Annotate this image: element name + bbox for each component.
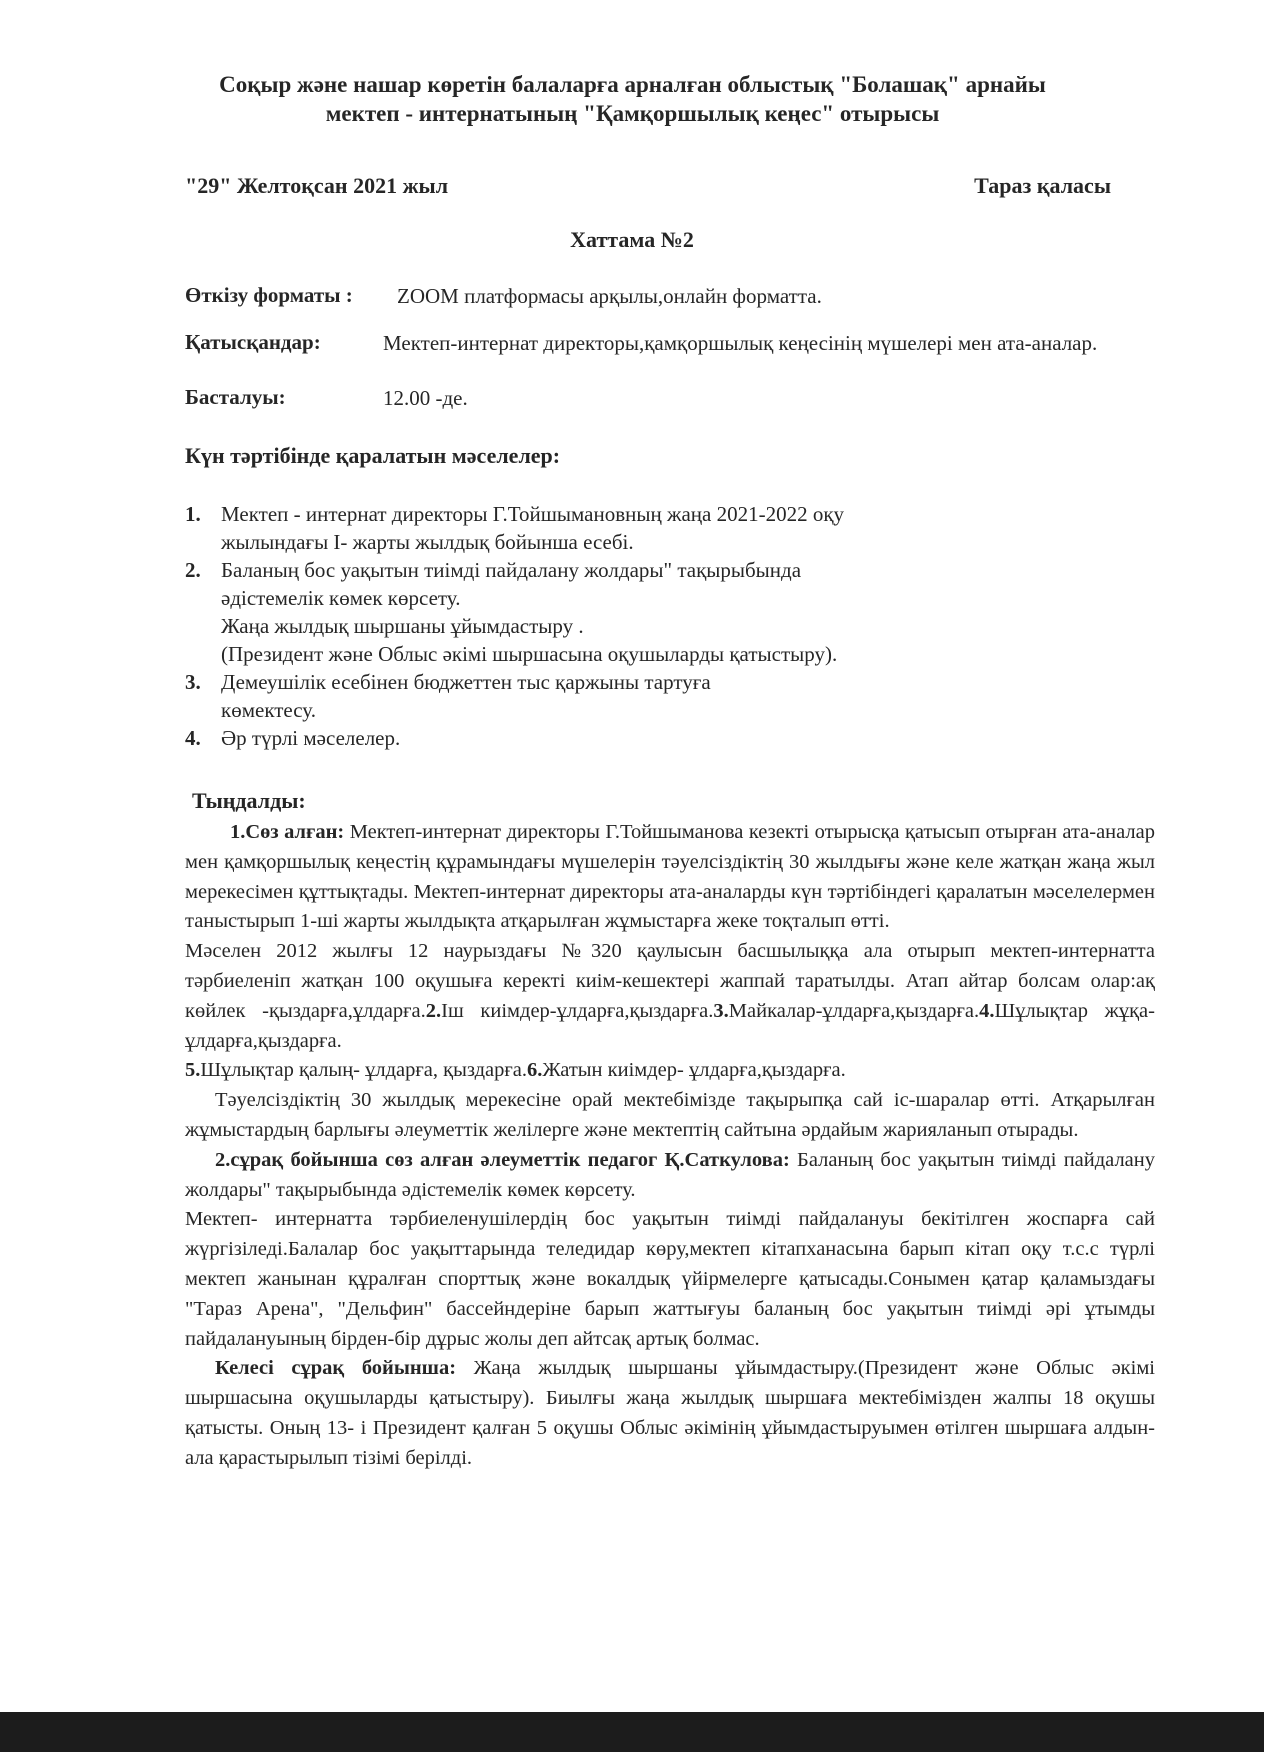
agenda-item-line: Мектеп - интернат директоры Г.Тойшымановның жаңа 2021-2022 оқу: [221, 502, 845, 526]
agenda-list: [185, 500, 1085, 752]
agenda-item-line: көмектесу.: [221, 698, 316, 722]
agenda-title: Күн тәртібінде қаралатын мәселелер:: [185, 443, 561, 468]
participants-label: Қатысқандар:: [185, 330, 321, 354]
agenda-item-line: Баланың бос уақытын тиімді пайдалану жолдары" тақырыбында: [221, 558, 802, 582]
paragraph-text: Баланың бос уақытын тиімді пайдалану жолдары" тақырыбында әдістемелік көмек көрсету.: [185, 1148, 1156, 1201]
paragraph-text: Жатын киімдер- ұлдарға,қыздарға.: [542, 1059, 846, 1082]
agenda-item-number: 3.: [185, 670, 201, 694]
paragraph-text: Мәселен 2012 жылғы 12 наурыздағы №320 қаулысын басшылыққа ала отырып мектеп-интернатта тәрбиеленіп жатқан 100 оқушыға керекті киім-кешектері жаппай таратылды. Атап айтар болсам олар:ақ көйлек -қыздарға,ұлдарға.: [185, 940, 1155, 1022]
minutes-paragraph: Тәуелсіздіктің 30 жылдық мерекесіне орай мектебімізде тақырыпқа сай іс-шаралар өтті. Атқарылған жұмыстардың барлығы әлеуметтік желілерге және мектептің сайтына әрдайым жарияланып отырады.: [185, 1089, 1155, 1141]
document-title: [150, 70, 1115, 128]
agenda-item: [185, 556, 1085, 668]
format-label: Өткізу форматы :: [185, 283, 353, 307]
list-number: 5.: [185, 1059, 201, 1082]
agenda-item-line: Әр түрлі мәселелер.: [221, 726, 401, 750]
agenda-item: [185, 500, 1085, 556]
start-label: Басталуы:: [185, 385, 286, 409]
list-number: 6.: [527, 1059, 543, 1082]
minutes-paragraph: [185, 818, 1155, 937]
agenda-item-line: Жаңа жылдық шыршаны ұйымдастыру .: [221, 614, 584, 638]
paragraph-text: Мектеп-интернат директоры Г.Тойшыманова кезекті отырысқа қатысып отырған ата-аналар мен қамқоршылық кеңестің құрамындағы мүшелерін тәуелсіздіктің 30 жылдығы және келе жатқан жаңа жыл мерекесімен құттықтады. Мектеп-интернат директоры ата-аналарды күн тәртібіндегі қаралатын мәселелермен таныстырып 1-ші жарты жылдықта атқарылған жұмыстарға жеке тоқталып өтті.: [185, 821, 1156, 933]
paragraph-text: Шұлықтар жұқа- ұлдарға,қыздарға.: [185, 999, 1155, 1052]
start-value: 12.00 -де.: [383, 386, 468, 410]
speaker-label: 1.Сөз алған:: [230, 821, 345, 843]
speaker-label: 2.сұрақ бойынша сөз алған әлеуметтік педагог Қ.Саткулова:: [215, 1148, 790, 1171]
protocol-number: Хаттама №2: [570, 227, 694, 252]
meeting-date: "29" Желтоқсан 2021 жыл: [185, 173, 449, 198]
minutes-paragraph: [185, 1146, 1155, 1206]
minutes-paragraph: [185, 1354, 1155, 1473]
paragraph-text: Шұлықтар қалың- ұлдарға, қыздарға.: [200, 1059, 528, 1082]
agenda-item-line: (Президент және Облыс әкімі шыршасына оқушыларды қатыстыру).: [221, 642, 838, 666]
agenda-item-line: жылындағы I- жарты жылдық бойынша есебі.: [221, 530, 634, 554]
paragraph-text: Жаңа жылдық шыршаны ұйымдастыру.(Президент және Облыс әкімі шыршасына оқушыларды қатыстыру). Биылғы жаңа жылдық шыршаға мектебімізден жалпы 18 оқушы қатысты. Оның 13- і Президент қалған 5 оқушы Облыс әкімінің ұйымдастыруымен өтілген шыршаға алдын-ала қарастырылып тізімі берілді.: [185, 1357, 1155, 1469]
format-value: ZOOM платформасы арқылы,онлайн форматта.: [397, 284, 822, 308]
agenda-item-number: 1.: [185, 502, 201, 526]
participants-value: Мектеп-интернат директоры,қамқоршылық кеңесінің мүшелері мен ата-аналар.: [383, 331, 1098, 355]
agenda-item-line: Демеушілік есебінен бюджеттен тыс қаржыны тартуға: [221, 670, 711, 694]
list-number: 4.: [979, 999, 995, 1022]
meeting-city: Тараз қаласы: [974, 173, 1111, 198]
scan-edge-bar: [0, 1712, 1264, 1752]
agenda-item: [185, 724, 1085, 752]
list-number: 3.: [713, 999, 729, 1022]
minutes-paragraph: [185, 937, 1155, 1086]
title-line-2: мектеп - интернатының "Қамқоршылық кеңес" отырысы: [325, 101, 940, 126]
agenda-item-number: 4.: [185, 726, 201, 750]
heard-heading: Тыңдалды:: [192, 788, 306, 813]
agenda-item-number: 2.: [185, 558, 201, 582]
speaker-label: Келесі сұрақ бойынша:: [215, 1357, 457, 1380]
list-number: 2.: [425, 999, 442, 1022]
agenda-item-line: әдістемелік көмек көрсету.: [221, 586, 461, 610]
agenda-item: [185, 668, 1085, 724]
paragraph-text: Майкалар-ұлдарға,қыздарға.: [728, 999, 980, 1022]
title-line-1: Соқыр және нашар көретін балаларға арналған облыстық "Болашақ" арнайы: [219, 72, 1046, 97]
minutes-paragraph: Мектеп- интернатта тәрбиеленушілердің бос уақытын тиімді пайдалануы бекітілген жоспарға сай жүргізіледі.Балалар бос уақыттарында теледидар көру,мектеп кітапханасына барып кітап оқу т.с.с түрлі мектеп жанынан құралған спорттық және вокалдық үйірмелерге қатысады.Сонымен қатар қаламыздағы "Тараз Арена", "Дельфин" бассейндеріне барып жаттығуы баланың бос уақытын тиімді әрі ұтымды пайдалануының бірден-бір дұрыс жолы деп айтсақ артық болмас.: [185, 1208, 1155, 1350]
minutes-body: [185, 818, 1155, 1474]
paragraph-text: Іш киімдер-ұлдарға,қыздарға.: [441, 999, 714, 1022]
